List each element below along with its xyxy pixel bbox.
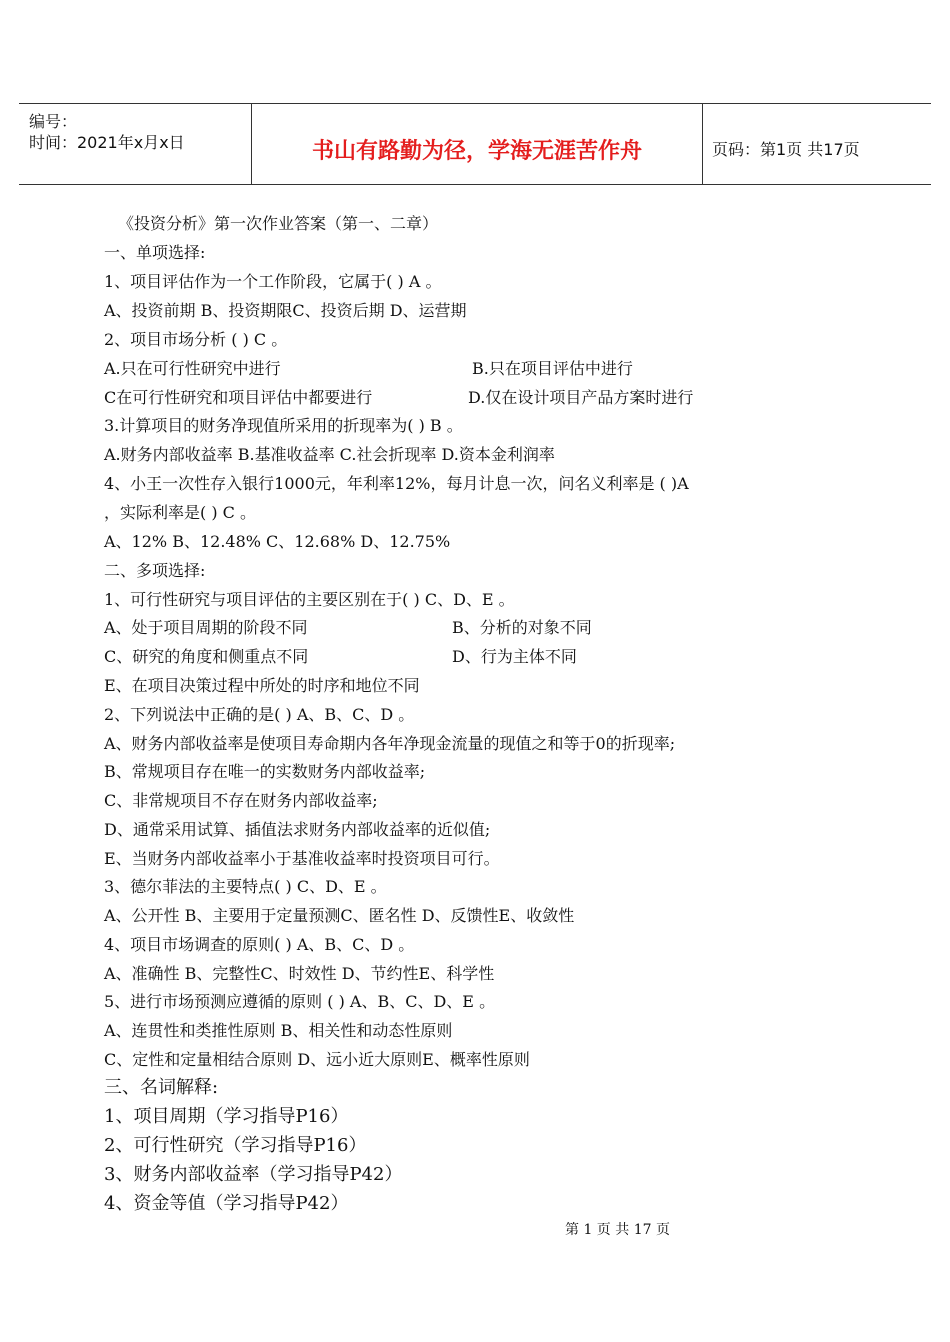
motto: 书山有路勤为径，学海无涯苦作舟 [311,139,642,164]
statement: A、财务内部收益率是使项目寿命期内各年净现金流量的现值之和等于0的折现率; [104,734,676,753]
question: 1、可行性研究与项目评估的主要区别在于( ) C、D、E 。 [104,590,515,609]
header-info-cell [19,104,251,184]
question: 1、项目评估作为一个工作阶段，它属于( ) A 。 [104,272,442,291]
option: E、在项目决策过程中所处的时序和地位不同 [104,676,420,695]
term-item: 3、财务内部收益率（学习指导P42） [104,1164,403,1185]
option: C在可行性研究和项目评估中都要进行 [104,388,373,407]
option: B、分析的对象不同 [452,618,592,637]
option: A、处于项目周期的阶段不同 [104,618,308,637]
question: 2、项目市场分析 ( ) C 。 [104,330,288,349]
page-info: 页码：第1页 共17页 [712,140,860,159]
time-label: 时间：2021年x月x日 [29,133,185,152]
question: 3、德尔菲法的主要特点( ) C、D、E 。 [104,877,387,896]
section-heading: 三、名词解释: [104,1077,219,1098]
question-continuation: ，实际利率是( ) C 。 [104,503,256,522]
option: D.仅在设计项目产品方案时进行 [468,388,694,407]
options: C、定性和定量相结合原则 D、远小近大原则E、概率性原则 [104,1050,530,1069]
option: C、研究的角度和侧重点不同 [104,647,309,666]
header-table [19,103,931,185]
options: A、公开性 B、主要用于定量预测C、匿名性 D、反馈性E、收敛性 [104,906,575,925]
options: A、连贯性和类推性原则 B、相关性和动态性原则 [104,1021,453,1040]
term-item: 2、可行性研究（学习指导P16） [104,1135,367,1156]
section-heading: 二、多项选择: [104,561,206,580]
term-item: 4、资金等值（学习指导P42） [104,1193,349,1214]
options: A、12% B、12.48% C、12.68% D、12.75% [104,532,451,551]
option: A.只在可行性研究中进行 [104,359,281,378]
question: 3.计算项目的财务净现值所采用的折现率为( ) B 。 [104,416,463,435]
option: D、行为主体不同 [452,647,577,666]
statement: B、常规项目存在唯一的实数财务内部收益率; [104,762,426,781]
statement: E、当财务内部收益率小于基准收益率时投资项目可行。 [104,849,500,868]
statement: C、非常规项目不存在财务内部收益率; [104,791,378,810]
question: 5、进行市场预测应遵循的原则 ( ) A、B、C、D、E 。 [104,992,496,1011]
section-heading: 一、单项选择: [104,243,206,262]
question: 4、小王一次性存入银行1000元，年利率12%，每月计息一次，问名义利率是 ( )A [104,474,689,493]
term-item: 1、项目周期（学习指导P16） [104,1106,349,1127]
option: B.只在项目评估中进行 [472,359,633,378]
number-label: 编号： [29,112,78,131]
question: 4、项目市场调查的原则( ) A、B、C、D 。 [104,935,415,954]
document-title: 《投资分析》第一次作业答案（第一、二章） [118,214,439,233]
page-footer: 第 1 页 共 17 页 [565,1222,670,1238]
header-motto-cell [251,104,703,184]
question: 2、下列说法中正确的是( ) A、B、C、D 。 [104,705,415,724]
header-page-cell [702,104,931,184]
options: A.财务内部收益率 B.基准收益率 C.社会折现率 D.资本金利润率 [104,445,555,464]
statement: D、通常采用试算、插值法求财务内部收益率的近似值; [104,820,491,839]
options: A、准确性 B、完整性C、时效性 D、节约性E、科学性 [104,964,495,983]
options: A、投资前期 B、投资期限C、投资后期 D、运营期 [104,301,467,320]
